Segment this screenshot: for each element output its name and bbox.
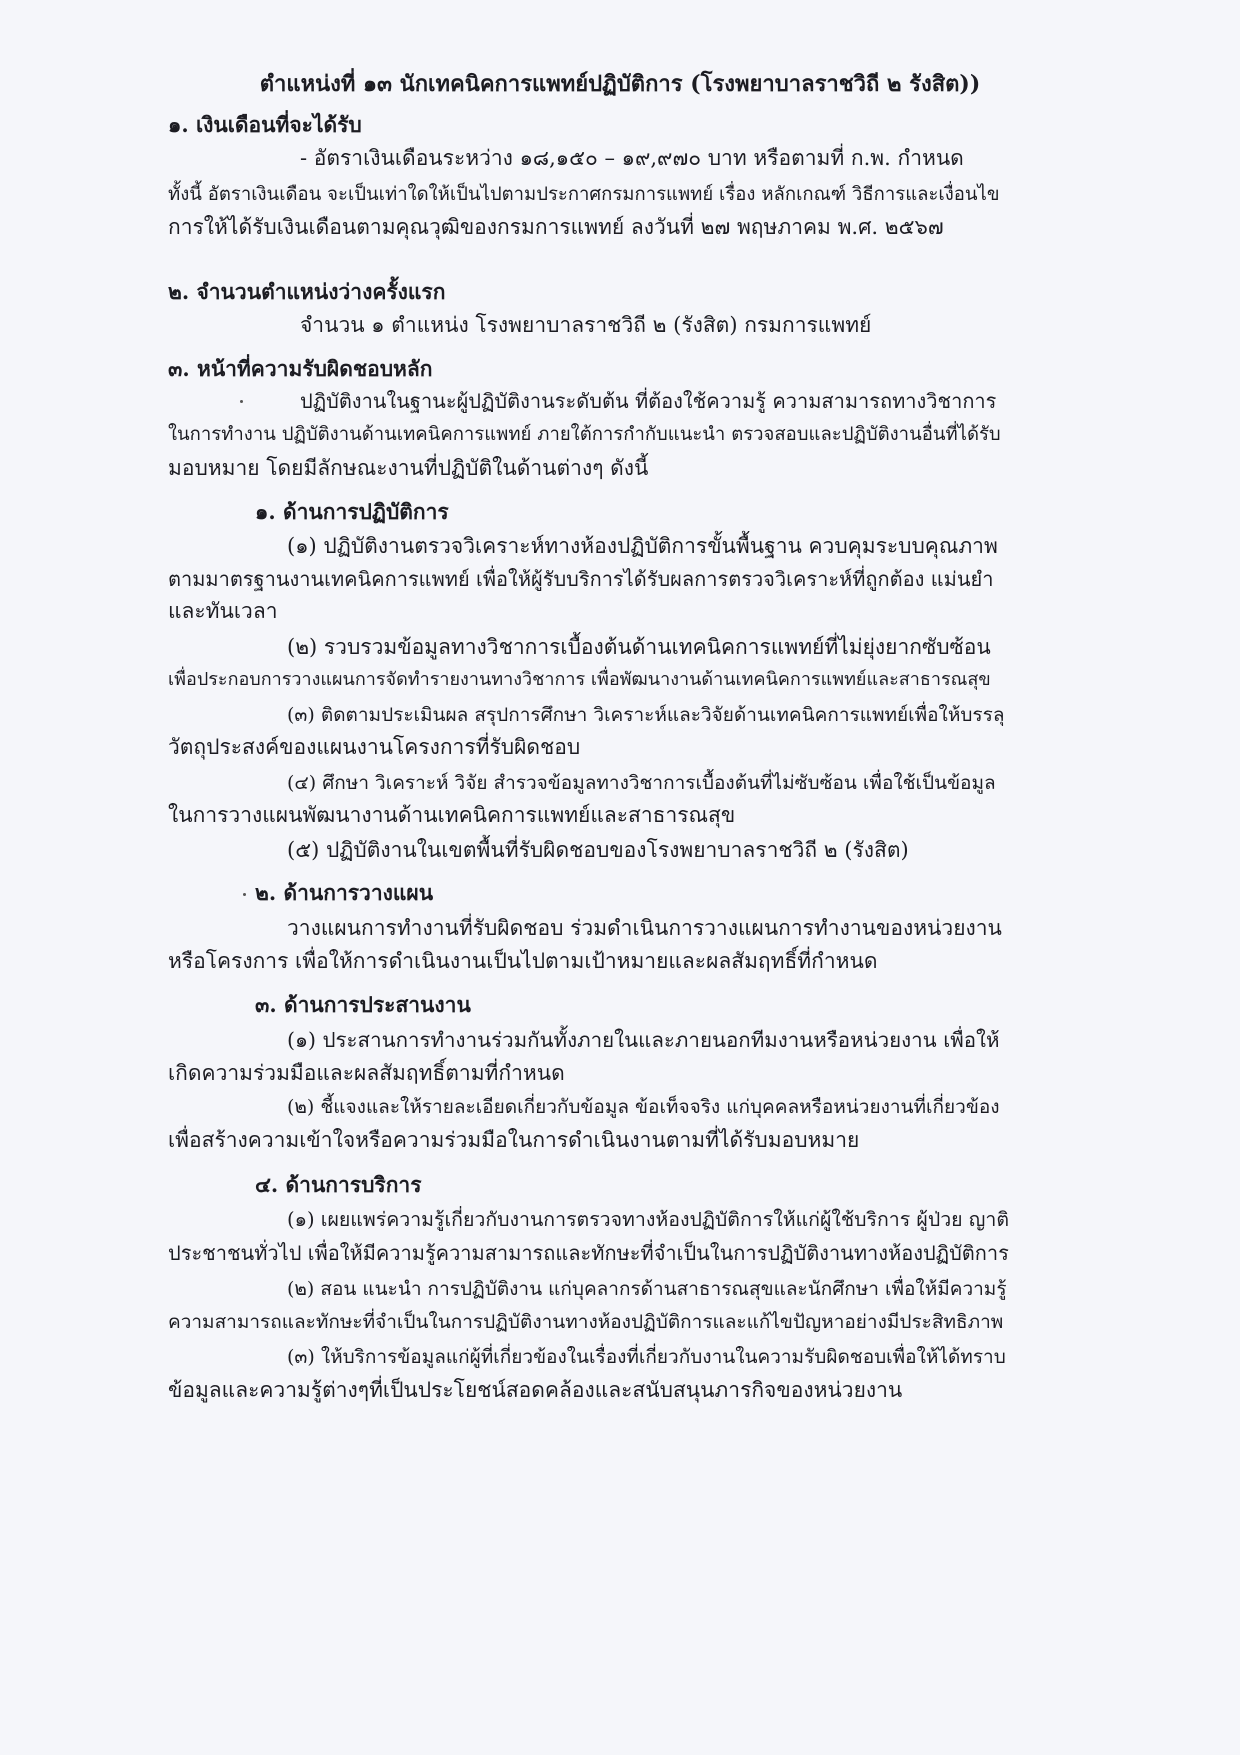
list-item: (๑) ประสานการทำงานร่วมกันทั้งภายในและภายนอกทีมงานหรือหน่วยงาน เพื่อให้ [287,1028,1000,1052]
section-3-heading: ๓. หน้าที่ความรับผิดชอบหลัก [168,356,433,381]
scan-mark [240,400,243,403]
duties-intro-3: มอบหมาย โดยมีลักษณะงานที่ปฏิบัติในด้านต่างๆ ดังนี้ [168,456,649,480]
section-1-heading: ๑. เงินเดือนที่จะได้รับ [168,112,362,137]
duties-intro-2: ในการทำงาน ปฏิบัติงานด้านเทคนิคการแพทย์ ภายใต้การกำกับแนะนำ ตรวจสอบและปฏิบัติงานอื่นที่ได้รับ [168,424,1001,445]
section-2-heading: ๒. จำนวนตำแหน่งว่างครั้งแรก [168,279,446,304]
list-item-cont: เพื่อสร้างความเข้าใจหรือความร่วมมือในการดำเนินงานตามที่ได้รับมอบหมาย [168,1128,860,1152]
planning-text-2: หรือโครงการ เพื่อให้การดำเนินงานเป็นไปตามเป้าหมายและผลสัมฤทธิ์ที่กำหนด [168,949,878,973]
list-item-cont: เกิดความร่วมมือและผลสัมฤทธิ์ตามที่กำหนด [168,1061,565,1085]
salary-range-text: - อัตราเงินเดือนระหว่าง ๑๘,๑๕๐ – ๑๙,๙๗๐ บาท หรือตามที่ ก.พ. กำหนด [300,146,964,170]
list-item-cont: และทันเวลา [168,599,278,623]
vacancy-text: จำนวน ๑ ตำแหน่ง โรงพยาบาลราชวิถี ๒ (รังสิต) กรมการแพทย์ [300,313,872,337]
list-item: (๓) ให้บริการข้อมูลแก่ผู้ที่เกี่ยวข้องในเรื่องที่เกี่ยวกับงานในความรับผิดชอบเพื่อให้ได้ทราบ [287,1346,1006,1368]
list-item: (๔) ศึกษา วิเคราะห์ วิจัย สำรวจข้อมูลทางวิชาการเบื้องต้นที่ไม่ซับซ้อน เพื่อใช้เป็นข้อมูล [287,772,996,794]
list-item-cont: ข้อมูลและความรู้ต่างๆที่เป็นประโยชน์สอดคล้องและสนับสนุนภารกิจของหน่วยงาน [168,1378,903,1402]
list-item-cont: ตามมาตรฐานงานเทคนิคการแพทย์ เพื่อให้ผู้รับบริการได้รับผลการตรวจวิเคราะห์ที่ถูกต้อง แม่นยำ [168,567,994,591]
salary-condition-text-2: การให้ได้รับเงินเดือนตามคุณวุฒิของกรมการแพทย์ ลงวันที่ ๒๗ พฤษภาคม พ.ศ. ๒๕๖๗ [168,215,944,239]
salary-condition-text: ทั้งนี้ อัตราเงินเดือน จะเป็นเท่าใดให้เป็นไปตามประกาศกรมการแพทย์ เรื่อง หลักเกณฑ์ วิธีการและเงื่อนไข [168,184,1000,205]
list-item-cont: ในการวางแผนพัฒนางานด้านเทคนิคการแพทย์และสาธารณสุข [168,803,736,827]
list-item-cont: ประชาชนทั่วไป เพื่อให้มีความรู้ความสามารถและทักษะที่จำเป็นในการปฏิบัติงานทางห้องปฏิบัติการ [168,1241,1009,1265]
area-4-heading: ๔. ด้านการบริการ [255,1172,422,1197]
list-item: (๑) ปฏิบัติงานตรวจวิเคราะห์ทางห้องปฏิบัติการขั้นพื้นฐาน ควบคุมระบบคุณภาพ [287,534,998,558]
planning-text-1: วางแผนการทำงานที่รับผิดชอบ ร่วมดำเนินการวางแผนการทำงานของหน่วยงาน [287,916,1002,940]
area-2-heading: ๒. ด้านการวางแผน [255,880,434,905]
scan-mark [243,893,246,896]
document-title: ตำแหน่งที่ ๑๓ นักเทคนิคการแพทย์ปฏิบัติการ (โรงพยาบาลราชวิถี ๒ รังสิต)) [259,71,981,97]
list-item: (๑) เผยแพร่ความรู้เกี่ยวกับงานการตรวจทางห้องปฏิบัติการให้แก่ผู้ใช้บริการ ผู้ป่วย ญาติ [287,1208,1010,1231]
list-item: (๒) รวบรวมข้อมูลทางวิชาการเบื้องต้นด้านเทคนิคการแพทย์ที่ไม่ยุ่งยากซับซ้อน [287,635,991,659]
list-item: (๕) ปฏิบัติงานในเขตพื้นที่รับผิดชอบของโรงพยาบาลราชวิถี ๒ (รังสิต) [287,838,909,862]
duties-intro-1: ปฏิบัติงานในฐานะผู้ปฏิบัติงานระดับต้น ที่ต้องใช้ความรู้ ความสามารถทางวิชาการ [300,389,997,413]
list-item: (๒) สอน แนะนำ การปฏิบัติงาน แก่บุคลากรด้านสาธารณสุขและนักศึกษา เพื่อให้มีความรู้ [287,1278,1007,1300]
area-1-heading: ๑. ด้านการปฏิบัติการ [255,499,449,524]
list-item-cont: เพื่อประกอบการวางแผนการจัดทำรายงานทางวิชาการ เพื่อพัฒนางานด้านเทคนิคการแพทย์และสาธารณสุข [168,669,991,690]
list-item-cont: วัตถุประสงค์ของแผนงานโครงการที่รับผิดชอบ [168,735,581,759]
list-item: (๒) ชี้แจงและให้รายละเอียดเกี่ยวกับข้อมูล ข้อเท็จจริง แก่บุคคลหรือหน่วยงานที่เกี่ยวข้อง [287,1096,1000,1118]
list-item: (๓) ติดตามประเมินผล สรุปการศึกษา วิเคราะห์และวิจัยด้านเทคนิคการแพทย์เพื่อให้บรรลุ [287,704,1005,726]
list-item-cont: ความสามารถและทักษะที่จำเป็นในการปฏิบัติงานทางห้องปฏิบัติการและแก้ไขปัญหาอย่างมีประสิทธิภาพ [168,1311,1004,1333]
area-3-heading: ๓. ด้านการประสานงาน [255,992,471,1017]
